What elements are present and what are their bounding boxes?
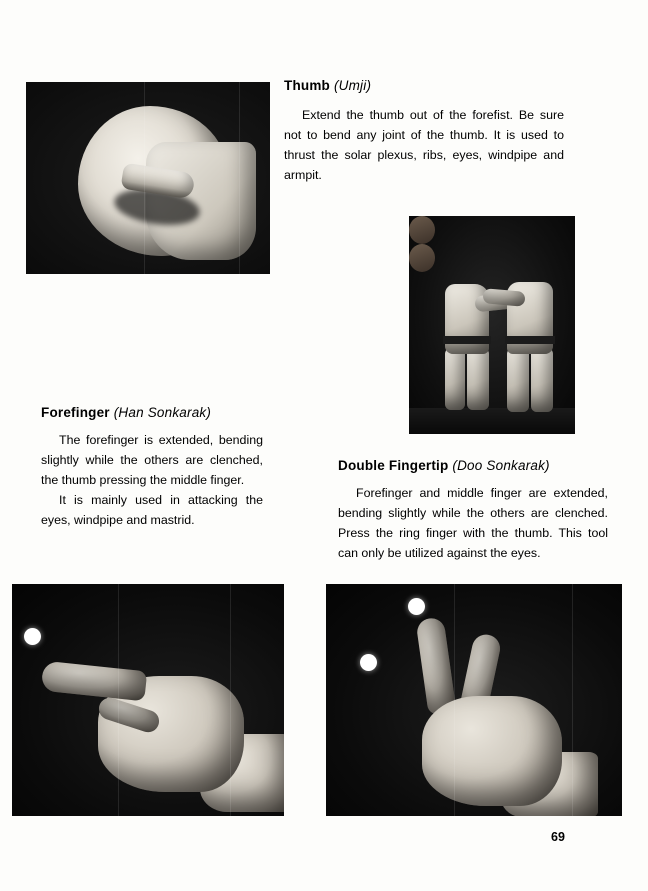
photo-floor	[409, 408, 575, 434]
photo-grain-line	[230, 584, 231, 816]
thumb-title: Thumb	[284, 78, 330, 93]
forefinger-heading	[41, 405, 263, 420]
double-fingertip-section	[338, 458, 608, 563]
photo-grain-line	[454, 584, 455, 816]
fighter-right-leg	[531, 348, 553, 412]
thumb-korean-name: (Umji)	[333, 78, 372, 93]
forefinger-section	[41, 405, 263, 530]
double-fingertip-paragraph: Forefinger and middle finger are extended, bending slightly while the others are clenched. Press the ring finger with the thumb. This tool can only be utilized against the eyes.	[338, 486, 608, 561]
double-fingertip-korean-name: (Doo Sonkarak)	[452, 458, 550, 473]
double-fingertip-photo	[326, 584, 622, 816]
double-fingertip-heading	[338, 458, 608, 473]
marker-dot	[360, 654, 377, 671]
photo-grain-line	[144, 82, 145, 274]
thumb-fist-photo	[26, 82, 270, 274]
thumb-heading	[284, 78, 564, 93]
fighter-left-leg	[467, 348, 489, 410]
fighter-left-leg	[445, 348, 465, 410]
marker-dot	[408, 598, 425, 615]
thumb-body	[284, 105, 564, 185]
marker-dot	[24, 628, 41, 645]
fighter-right-leg	[507, 348, 529, 412]
double-fingertip-body	[338, 483, 608, 563]
fighter-right-head	[409, 244, 435, 272]
thumb-section	[284, 78, 564, 185]
fighter-left-belt	[443, 336, 491, 344]
forefinger-paragraph-2: It is mainly used in attacking the eyes, windpipe and mastrid.	[41, 493, 263, 528]
forefinger-korean-name: (Han Sonkarak)	[113, 405, 212, 420]
fighter-right-belt	[505, 336, 555, 344]
forefinger-body	[41, 430, 263, 530]
forefinger-paragraph-1: The forefinger is extended, bending slightly while the others are clenched, the thumb pressing the middle finger.	[41, 433, 263, 488]
page-number: 69	[551, 830, 565, 844]
photo-grain-line	[572, 584, 573, 816]
sparring-photo	[409, 216, 575, 434]
forefinger-photo	[12, 584, 284, 816]
photo-grain-line	[118, 584, 119, 816]
double-fingertip-title: Double Fingertip	[338, 458, 449, 473]
thumb-paragraph: Extend the thumb out of the forefist. Be sure not to bend any joint of the thumb. It is used to thrust the solar plexus, ribs, eyes, windpipe and armpit.	[284, 108, 564, 183]
photo-grain-line	[239, 82, 240, 274]
fighter-left-head	[409, 216, 435, 244]
extended-forefinger-shape	[41, 661, 148, 702]
palm-shape	[422, 696, 562, 806]
forefinger-title: Forefinger	[41, 405, 110, 420]
